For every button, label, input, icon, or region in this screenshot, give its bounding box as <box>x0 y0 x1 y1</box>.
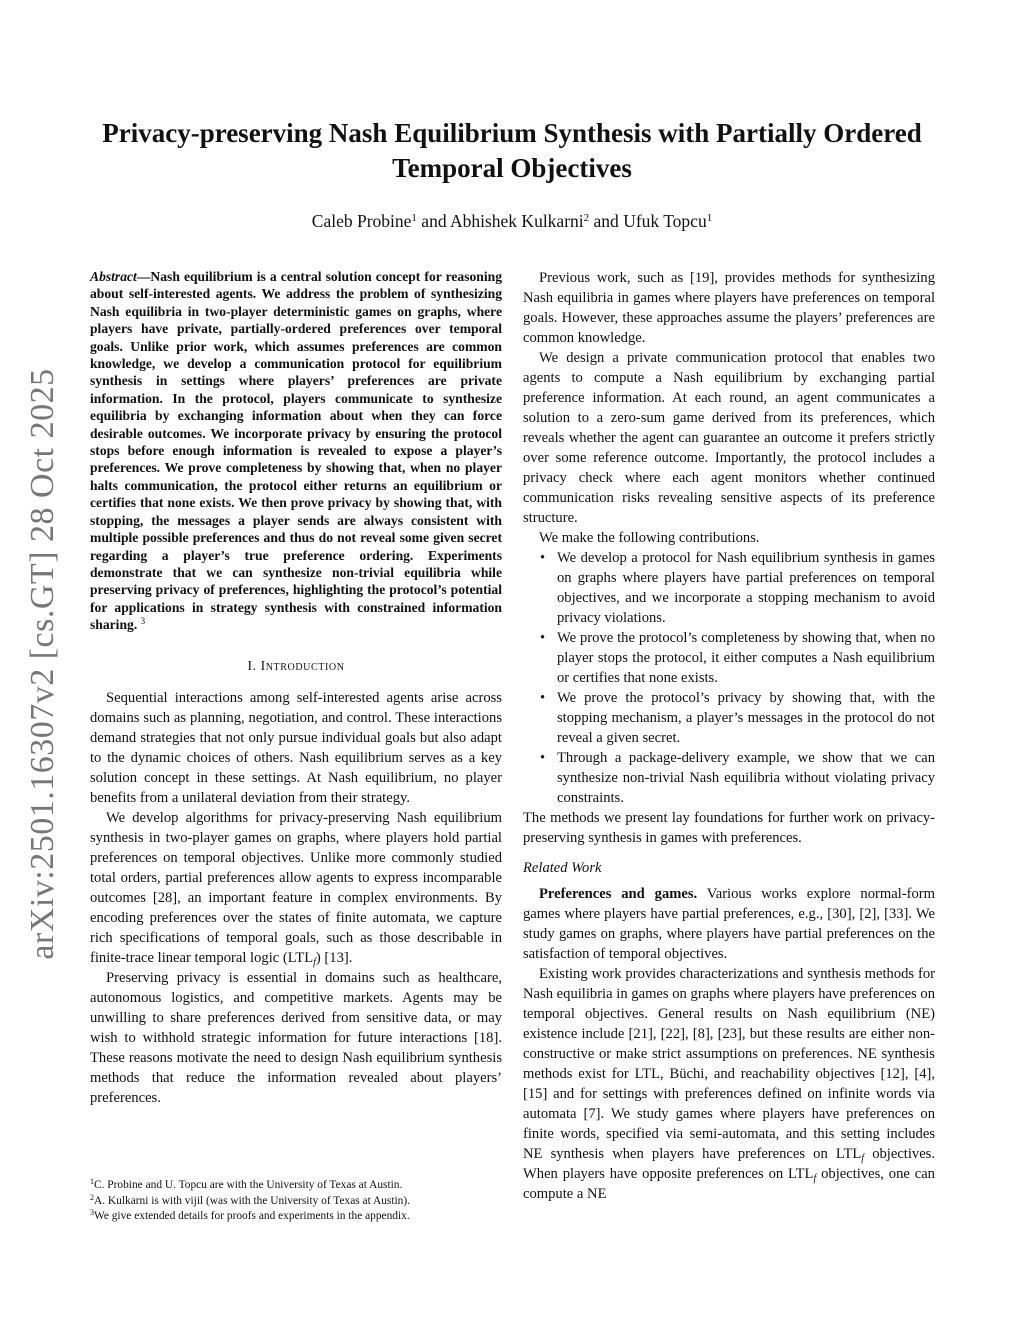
abstract-text: Nash equilibrium is a central solution concept for reasoning about self-interested agents. We address the problem of synthesizing Nash equilibria in two-player deterministic games on graphs, where players have private, partially-ordered preferences over temporal goals. Unlike prior work, which assumes preferences are common knowledge, we develop a communication protocol for equilibrium synthesis in settings where players’ preferences are private information. In the protocol, players communicate to synthesize equilibria by exchanging information about when they can force desirable outcomes. We incorporate privacy by ensuring the protocol stops before enough information is revealed to expose a player’s preferences. We prove completeness by showing that, when no player halts communication, the protocol either returns an equilibrium or certifies that none exists. We then prove privacy by showing that, with stopping, the messages a player sends are always consistent with multiple possible preferences and thus do not reveal some given secret regarding a player’s true preference ordering. Experiments demonstrate that we can synthesize non-trivial equilibria while preserving privacy of preferences, highlighting the protocol’s potential for applications in strategy synthesis with constrained information sharing. <box>90 269 502 633</box>
subscript-f: f <box>313 956 316 968</box>
footnote <box>90 1194 502 1210</box>
author-separator: and <box>416 211 450 231</box>
footnote-text: C. Probine and U. Topcu are with the University of Texas at Austin. <box>94 1179 403 1191</box>
list-item: • We develop a protocol for Nash equilibrium synthesis in games on graphs where players have partial preferences on temporal objectives, and we incorporate a stopping mechanism to avoid privacy violations. <box>557 548 935 628</box>
section-number: I. <box>247 657 261 673</box>
footnote-text: We give extended details for proofs and experiments in the appendix. <box>94 1210 410 1222</box>
author-separator: and <box>589 211 624 231</box>
footnote-mark: 2 <box>90 1192 94 1202</box>
right-paragraph-2: We design a private communication protocol that enables two agents to compute a Nash equilibrium by exchanging partial preference information. At each round, an agent communicates a solution to a zero-sum game derived from its preferences, which reveals whether the agent can guarantee an outcome it prefers strictly over some reference outcome. Importantly, the protocol includes a privacy check where each agent monitors whether continued communication risks revealing sensitive aspects of its preference structure. <box>523 350 935 526</box>
section-title: Introduction <box>260 657 345 673</box>
affiliation-mark: 1 <box>706 212 713 224</box>
abstract-dash: — <box>136 269 151 284</box>
footnotes <box>90 1178 502 1225</box>
affiliation-mark: 1 <box>411 212 417 224</box>
right-column <box>523 268 939 1204</box>
affiliation-mark: 2 <box>583 212 590 224</box>
arxiv-identifier-stamp: arXiv:2501.16307v2 [cs.GT] 28 Oct 2025 <box>24 368 61 960</box>
author-name: Ufuk Topcu <box>623 211 707 231</box>
abstract-label: Abstract <box>90 269 137 284</box>
intro-paragraph-3: Preserving privacy is essential in domains such as healthcare, autonomous logistics, and competitive markets. Agents may be unwilling to share preferences derived from sensitive data, or may wish to withhold strategic information for future interactions [18]. These reasons motivate the need to design Nash equilibrium synthesis methods that reduce the information revealed about players’ preferences. <box>90 969 502 1106</box>
author-name: Abhishek Kulkarni <box>449 211 584 231</box>
section-heading-introduction <box>90 656 502 676</box>
abstract <box>90 268 502 634</box>
list-item: • We prove the protocol’s privacy by showing that, with the stopping mechanism, a player’s messages in the protocol do not reveal a given secret. <box>557 688 935 748</box>
subscript-f: f <box>813 1173 817 1184</box>
right-paragraph-1: Previous work, such as [19], provides methods for synthesizing Nash equilibria in games where players have preferences on temporal goals. However, these approaches assume the players’ preferences are common knowledge. <box>523 270 935 346</box>
paragraph-text: objectives, one can compute a NE <box>523 1166 939 1202</box>
list-item: • Through a package-delivery example, we show that we can synthesize non-trivial Nash equilibria without violating privacy constraints. <box>557 748 935 808</box>
footnote-mark: 3 <box>140 616 146 627</box>
right-paragraph-3: We make the following contributions. <box>539 530 760 546</box>
footnote-text: A. Kulkarni is with vijil (was with the University of Texas at Austin). <box>94 1194 410 1207</box>
footnote-mark: 3 <box>90 1208 94 1217</box>
right-paragraph-4: The methods we present lay foundations for further work on privacy-preserving synthesis in games with preferences. <box>523 810 935 846</box>
subsection-heading-related-work: Related Work <box>523 860 602 876</box>
list-item: • We prove the protocol’s completeness by showing that, when no player stops the protocol, it either computes a Nash equilibrium or certifies that none exists. <box>557 628 935 688</box>
intro-paragraph-1: Sequential interactions among self-interested agents arise across domains such as planning, negotiation, and control. These interactions demand strategies that not only pursue individual goals but also adapt to the dynamic choices of others. Nash equilibrium serves as a key solution concept in these settings. At Nash equilibrium, no player benefits from a unilateral deviation from their strategy. <box>90 689 502 806</box>
left-column <box>90 268 502 1108</box>
footnote-mark: 1 <box>90 1177 94 1186</box>
footnote <box>90 1178 502 1194</box>
paragraph-text: Existing work provides characterizations and synthesis methods for Nash equilibria in games on graphs where players have preferences on temporal objectives. General results on Nash equilibrium (NE) existence include [21], [22], [8], [23], but these results are either non-constructive or make strict assumptions on preferences. NE synthesis methods exist for LTL, Büchi, and reachability objectives [12], [4], [15] and for settings with preferences defined on infinite words via automata [7]. We study games where players have preferences on finite words, specified via semi-automata, and this setting includes NE synthesis when players have preferences on LTL <box>523 966 935 1162</box>
related-paragraph-1 <box>523 884 939 964</box>
footnote <box>90 1209 502 1225</box>
related-paragraph-2 <box>523 964 939 1204</box>
paragraph-text: We develop algorithms for privacy-preserving Nash equilibrium synthesis in two-player games on graphs, where players hold partial preferences on temporal objectives. Unlike more commonly studied total orders, partial preferences allow agents to express incomparable outcomes [28], an important feature in complex environments. By encoding preferences over the states of finite automata, we capture rich specifications of temporal goals, such as those describable in finite-trace linear temporal logic (LTL <box>90 809 502 966</box>
author-name: Caleb Probine <box>311 211 412 231</box>
paragraph-run-in-heading: Preferences and games. <box>539 886 698 902</box>
contributions-list <box>523 548 935 808</box>
paragraph-text: objectives. When players have opposite preferences on LTL <box>523 1146 939 1182</box>
subscript-f: f <box>861 1153 865 1164</box>
paragraph-text: Various works explore normal-form games where players have partial preferences, e.g., [30], [2], [33]. We study games on graphs, where players have partial preferences on the satisfaction of temporal objectives. <box>523 886 939 962</box>
author-line <box>80 210 944 232</box>
paragraph-text: ) [13]. <box>315 949 353 966</box>
paper-title: Privacy-preserving Nash Equilibrium Synthesis with Partially Ordered Temporal Objectives <box>102 118 922 183</box>
intro-paragraph-2 <box>90 808 502 968</box>
